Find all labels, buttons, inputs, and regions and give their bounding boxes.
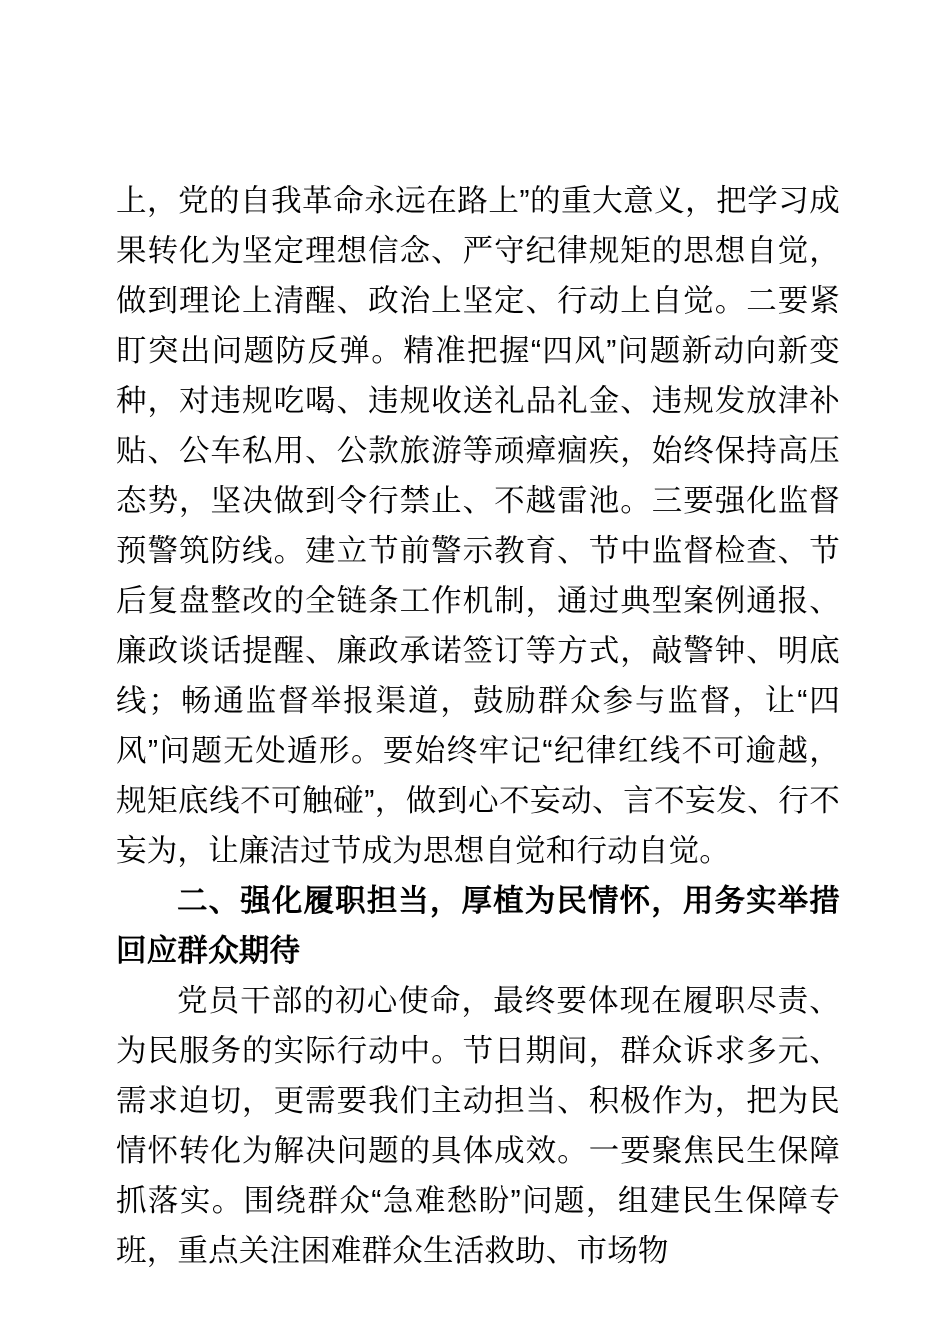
document-text-column bbox=[116, 176, 840, 1276]
paragraph-body: 党员干部的初心使命，最终要体现在履职尽责、为民服务的实际行动中。节日期间，群众诉求多元、需求迫切，更需要我们主动担当、积极作为，把为民情怀转化为解决问题的具体成效。一要聚焦民生保障抓落实。围绕群众“急难愁盼”问题，组建民生保障专班，重点关注困难群众生活救助、市场物 bbox=[116, 984, 840, 1268]
paragraph-continuation: 上，党的自我革命永远在路上”的重大意义，把学习成果转化为坚定理想信念、严守纪律规矩的思想自觉，做到理论上清醒、政治上坚定、行动上自觉。二要紧盯突出问题防反弹。精准把握“四风”问题新动向新变种，对违规吃喝、违规收送礼品礼金、违规发放津补贴、公车私用、公款旅游等顽瘴痼疾，始终保持高压态势，坚决做到令行禁止、不越雷池。三要强化监督预警筑防线。建立节前警示教育、节中监督检查、节后复盘整改的全链条工作机制，通过典型案例通报、廉政谈话提醒、廉政承诺签订等方式，敲警钟、明底线；畅通监督举报渠道，鼓励群众参与监督，让“四风”问题无处遁形。要始终牢记“纪律红线不可逾越，规矩底线不可触碰”，做到心不妄动、言不妄发、行不妄为，让廉洁过节成为思想自觉和行动自觉。 bbox=[116, 184, 840, 868]
section-heading-two: 二、强化履职担当，厚植为民情怀，用务实举措回应群众期待 bbox=[116, 884, 840, 968]
